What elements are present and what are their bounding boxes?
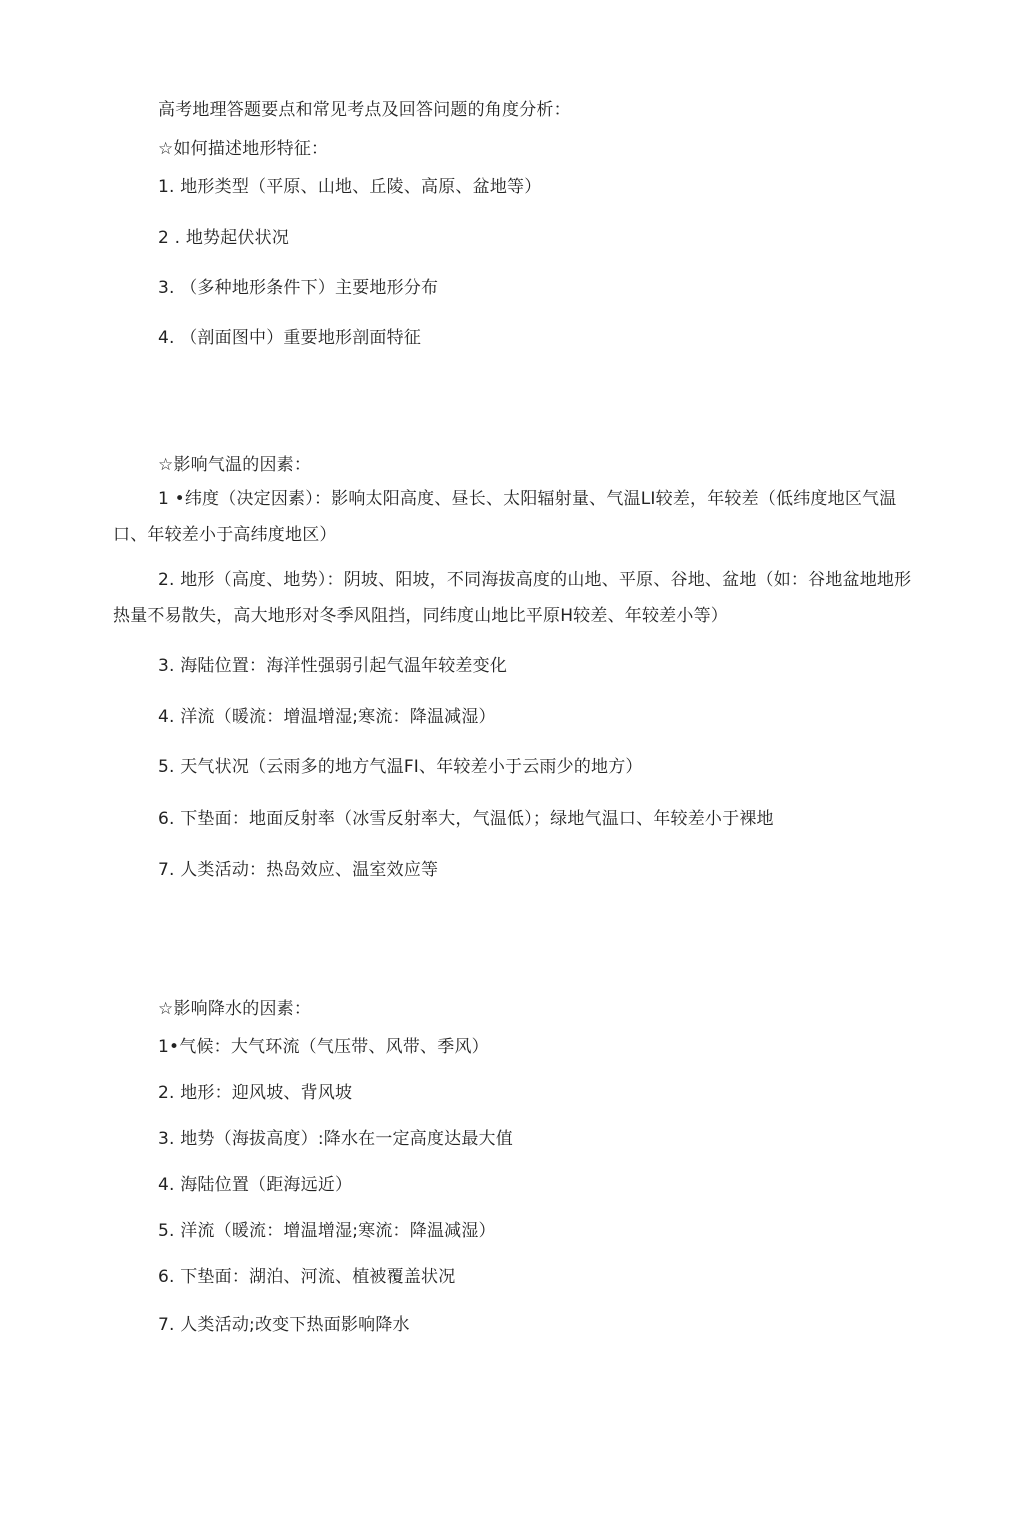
list-item: 7. 人类活动：热岛效应、温室效应等: [158, 860, 439, 880]
section-heading-temperature: ☆影响气温的因素：: [158, 455, 312, 475]
list-item: 2. 地形（高度、地势）：阴坡、阳坡，不同海拔高度的山地、平原、谷地、盆地（如：谷地盆地地形热量不易散失，高大地形对冬季风阻挡，同纬度山地比平原H较差、年较差小等）: [113, 570, 912, 626]
list-item: 7. 人类活动;改变下热面影响降水: [158, 1315, 410, 1335]
document-title: 高考地理答题要点和常见考点及回答问题的角度分析：: [158, 100, 571, 120]
list-item: 5. 洋流（暖流：增温增湿;寒流：降温减湿）: [158, 1221, 496, 1241]
section-heading-terrain: ☆如何描述地形特征：: [158, 139, 329, 159]
list-item: 6. 下垫面：湖泊、河流、植被覆盖状况: [158, 1267, 456, 1287]
list-item: 3. （多种地形条件下）主要地形分布: [158, 278, 439, 298]
list-item: 4. 海陆位置（距海远近）: [158, 1175, 353, 1195]
list-item: 4. （剖面图中）重要地形剖面特征: [158, 328, 422, 348]
list-item: 2. 地形：迎风坡、背风坡: [158, 1083, 353, 1103]
list-item: 1. 地形类型（平原、山地、丘陵、高原、盆地等）: [158, 177, 542, 197]
list-item: 2 . 地势起伏状况: [158, 228, 290, 248]
list-item: 5. 天气状况（云雨多的地方气温FI、年较差小于云雨少的地方）: [158, 757, 643, 777]
list-item: 6. 下垫面：地面反射率（冰雪反射率大，气温低）；绿地气温口、年较差小于裸地: [158, 809, 774, 829]
list-item: 3. 海陆位置：海洋性强弱引起气温年较差变化: [158, 656, 508, 676]
list-item: 1•气候：大气环流（气压带、风带、季风）: [158, 1037, 489, 1057]
section-heading-precipitation: ☆影响降水的因素：: [158, 999, 312, 1019]
list-item: 1 •纬度（决定因素）：影响太阳高度、昼长、太阳辐射量、气温LI较差，年较差（低纬度地区气温口、年较差小于高纬度地区）: [113, 489, 897, 545]
list-item: 4. 洋流（暖流：增温增湿;寒流：降温减湿）: [158, 707, 496, 727]
list-item: 3. 地势（海拔高度）:降水在一定高度达最大值: [158, 1129, 513, 1149]
